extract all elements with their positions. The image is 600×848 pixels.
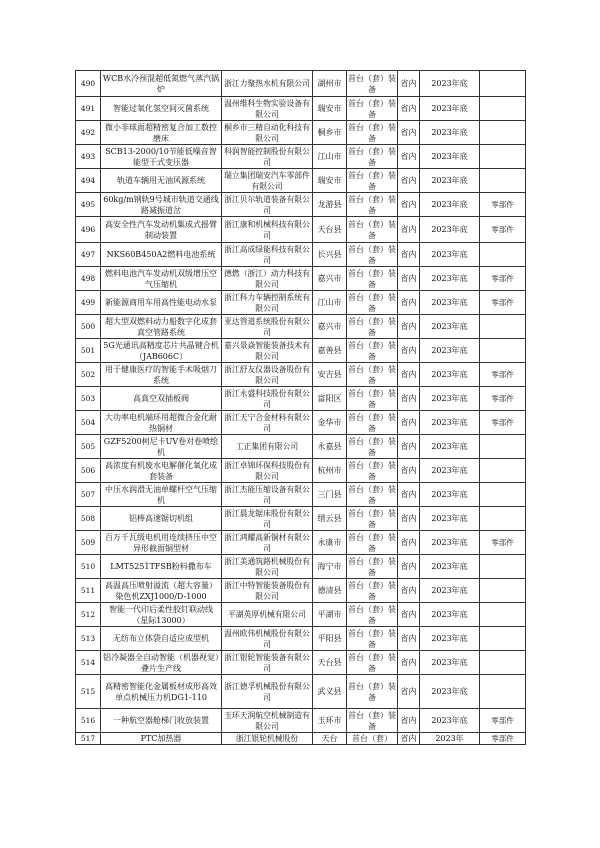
product-name-cell: NKS60B450A2燃料电池系统	[101, 243, 222, 267]
table-row	[76, 733, 526, 745]
category-cell: 首台（套）装备	[347, 71, 398, 97]
category-cell: 首台（套）装备	[348, 268, 396, 289]
year-cell: 2023年底	[420, 675, 480, 709]
table-row	[76, 267, 526, 291]
scope-cell: 省内	[398, 411, 420, 435]
company-cell: 科润智能控制股份有限公司	[222, 145, 313, 169]
year-cell: 2023年底	[420, 627, 480, 651]
city-cell: 永嘉县	[313, 435, 347, 459]
scope-cell: 省内	[398, 217, 420, 243]
city-cell: 瑞安市	[313, 169, 347, 193]
scope-cell: 省内	[398, 675, 420, 709]
product-name-cell: LMT5251TFSB粉料撒布车	[101, 555, 222, 579]
row-number-cell: 517	[76, 733, 101, 745]
city-cell: 安吉县	[313, 363, 347, 387]
table-body	[76, 71, 526, 745]
table-row	[76, 483, 526, 507]
company-cell: 浙江力聚热水机有限公司	[222, 71, 313, 97]
city-cell: 江山市	[313, 145, 347, 169]
product-name-cell: 百万千瓦级电机用连续挤压中空异形截面铜型材	[101, 531, 222, 555]
city-cell: 永康市	[313, 531, 347, 555]
company-cell: 浙江美通筑路机械股份有限公司	[222, 555, 313, 579]
year-cell: 2023年底	[420, 169, 480, 193]
note-cell: 零部件	[480, 387, 526, 411]
company-cell: 浙江鸿耀高新铜材有限公司	[222, 531, 313, 555]
scope-cell: 省内	[398, 291, 420, 315]
row-number-cell: 510	[76, 555, 101, 579]
row-number-cell: 507	[76, 483, 101, 507]
product-name-cell: 铝棒高速锯切机组	[101, 507, 222, 531]
city-cell: 江山市	[313, 291, 347, 315]
company-cell: 浙江贝尔轨道装备有限公司	[222, 193, 313, 217]
category-cell: 首台（套）装备	[348, 98, 396, 119]
note-cell: 零部件	[480, 291, 526, 315]
note-cell	[480, 435, 526, 459]
year-cell: 2023年底	[420, 531, 480, 555]
city-cell: 瑞安市	[313, 97, 347, 121]
year-cell: 2023年底	[420, 507, 480, 531]
row-number-cell: 515	[76, 675, 101, 709]
year-cell: 2023年底	[420, 483, 480, 507]
scope-cell: 省内	[398, 459, 420, 483]
company-cell: 平湖英厚机械有限公司	[222, 603, 313, 627]
company-cell: 浙江舒友仪器设备股份有限公司	[222, 363, 313, 387]
scope-cell: 省内	[398, 603, 420, 627]
table-row	[76, 651, 526, 675]
category-cell: 首台（套）	[347, 733, 398, 745]
product-name-cell: 高真空双插板阀	[101, 387, 222, 411]
year-cell: 2023年底	[420, 387, 480, 411]
row-number-cell: 512	[76, 603, 101, 627]
year-cell: 2023年底	[420, 651, 480, 675]
category-cell: 首台（套）装备	[348, 292, 396, 313]
note-cell	[480, 675, 526, 709]
category-cell: 首台（套）装备	[348, 170, 396, 191]
product-name-cell: SCB13-2000/10节能低噪音智能型干式变压器	[101, 145, 222, 169]
scope-cell: 省内	[398, 145, 420, 169]
note-cell	[480, 97, 526, 121]
table-row	[76, 411, 526, 435]
product-name-cell: 超大型双燃料动力船数字化成套真空管路系统	[101, 315, 222, 339]
scope-cell: 省内	[398, 169, 420, 193]
row-number-cell: 506	[76, 459, 101, 483]
city-cell: 德清县	[313, 579, 347, 603]
city-cell: 缙云县	[313, 507, 347, 531]
company-cell: 温州欧伟机械股份有限公司	[222, 627, 313, 651]
table-row	[76, 169, 526, 193]
category-cell: 首台（套）装备	[348, 710, 396, 731]
row-number-cell: 496	[76, 217, 101, 243]
scope-cell: 省内	[398, 627, 420, 651]
category-cell: 首台（套）装备	[348, 146, 396, 167]
category-cell: 首台（套）装备	[348, 580, 396, 601]
city-cell: 富阳区	[313, 387, 347, 411]
note-cell: 零部件	[480, 267, 526, 291]
row-number-cell: 509	[76, 531, 101, 555]
scope-cell: 省内	[398, 243, 420, 267]
product-name-cell: 60kg/m钢轨9号城市轨道交通线路减振道岔	[101, 193, 222, 217]
year-cell: 2023年底	[420, 411, 480, 435]
scope-cell: 省内	[398, 579, 420, 603]
table-row	[76, 217, 526, 243]
row-number-cell: 501	[76, 339, 101, 363]
table-row	[76, 459, 526, 483]
note-cell	[480, 339, 526, 363]
product-name-cell: 中压水润滑无油单螺杆空气压缩机	[101, 483, 222, 507]
year-cell: 2023年底	[420, 579, 480, 603]
year-cell: 2023年底	[420, 363, 480, 387]
company-cell: 浙江卓锦环保科技股份有限公司	[222, 459, 313, 483]
row-number-cell: 505	[76, 435, 101, 459]
product-name-cell: 燃料电池汽车发动机双级增压空气压缩机	[101, 267, 222, 291]
note-cell	[480, 315, 526, 339]
row-number-cell: 500	[76, 315, 101, 339]
category-cell: 首台（套）装备	[348, 508, 396, 529]
note-cell	[480, 507, 526, 531]
note-cell	[480, 121, 526, 145]
scope-cell: 省内	[398, 709, 420, 733]
note-cell	[480, 483, 526, 507]
product-name-cell: 用于健康医疗的智能手术吸烟刀系统	[101, 363, 222, 387]
scope-cell: 省内	[398, 555, 420, 579]
company-cell: 浙江银轮机械股份	[222, 733, 313, 745]
city-cell: 金华市	[313, 411, 347, 435]
row-number-cell: 492	[76, 121, 101, 145]
category-cell: 首台（套）装备	[347, 217, 398, 243]
category-cell: 首台（套）装备	[348, 628, 396, 649]
year-cell: 2023年底	[420, 459, 480, 483]
note-cell	[480, 145, 526, 169]
scope-cell: 省内	[398, 507, 420, 531]
product-name-cell: 智能过氧化氢空间灭菌系统	[101, 97, 222, 121]
category-cell: 首台（套）装备	[348, 532, 396, 553]
category-cell: 首台（套）装备	[348, 652, 396, 673]
note-cell: 零部件	[480, 411, 526, 435]
product-name-cell: PTC加热器	[101, 733, 222, 745]
city-cell: 嘉兴市	[313, 315, 347, 339]
city-cell: 龙游县	[313, 193, 347, 217]
scope-cell: 省内	[398, 315, 420, 339]
category-cell: 首台（套）装备	[348, 364, 396, 385]
product-name-cell: 高温高压喷射溢流（超大容量）染色机ZXJ1000/D-1000	[101, 579, 222, 603]
city-cell: 玉环市	[313, 709, 347, 733]
note-cell	[480, 459, 526, 483]
company-cell: 桐乡市三精自动化科技有限公司	[222, 121, 313, 145]
year-cell: 2023年底	[420, 243, 480, 267]
table-row	[76, 555, 526, 579]
note-cell	[480, 651, 526, 675]
row-number-cell: 497	[76, 243, 101, 267]
company-cell: 浙江科力车辆控制系统有限公司	[222, 291, 313, 315]
category-cell: 首台（套）装备	[348, 484, 396, 505]
product-name-cell: GZF5200柯尼卡UV卷对卷喷绘机	[101, 435, 222, 459]
row-number-cell: 494	[76, 169, 101, 193]
scope-cell: 省内	[398, 193, 420, 217]
row-number-cell: 490	[76, 71, 101, 97]
company-cell: 浙江天宁合金材料有限公司	[222, 411, 313, 435]
product-name-cell: 大功率电机端环用超微合金化耐热铜材	[101, 411, 222, 435]
table-row	[76, 363, 526, 387]
note-cell: 零部件	[480, 531, 526, 555]
company-cell: 浙江银轮智能装备有限公司	[222, 651, 313, 675]
product-name-cell: 高精密智能化金属板材成形高效单点机械压力机DG1-110	[101, 675, 222, 709]
scope-cell: 省内	[398, 387, 420, 411]
year-cell: 2023年底	[420, 71, 480, 97]
table-row	[76, 507, 526, 531]
year-cell: 2023年底	[420, 145, 480, 169]
table-row	[76, 121, 526, 145]
city-cell: 天台县	[313, 217, 347, 243]
category-cell: 首台（套）装备	[348, 122, 396, 143]
product-name-cell: 无纺布立体袋自适应成型机	[101, 627, 222, 651]
table-row	[76, 97, 526, 121]
product-name-cell: WCB水冷预混超低氮燃气蒸汽锅炉	[101, 71, 222, 97]
scope-cell: 省内	[398, 339, 420, 363]
row-number-cell: 511	[76, 579, 101, 603]
company-cell: 浙江晨龙锯床股份有限公司	[222, 507, 313, 531]
city-cell: 湖州市	[313, 71, 347, 97]
scope-cell: 省内	[398, 651, 420, 675]
category-cell: 首台（套）装备	[348, 194, 396, 215]
city-cell: 平湖市	[313, 603, 347, 627]
note-cell: 零部件	[480, 733, 526, 745]
year-cell: 2023年底	[420, 555, 480, 579]
year-cell: 2023年底	[420, 339, 480, 363]
table-row	[76, 603, 526, 627]
category-cell: 首台（套）装备	[348, 436, 396, 457]
table-row	[76, 709, 526, 733]
table-row	[76, 193, 526, 217]
year-cell: 2023年底	[420, 217, 480, 243]
row-number-cell: 508	[76, 507, 101, 531]
company-cell: 浙江永盛科技股份有限公司	[222, 387, 313, 411]
company-cell: 德燃（浙江）动力科技有限公司	[222, 267, 313, 291]
table-row	[76, 291, 526, 315]
year-cell: 2023年底	[420, 291, 480, 315]
city-cell: 天台	[313, 733, 347, 745]
product-name-cell: 5G光通讯高精度芯片共晶键合机（JAB606C）	[101, 339, 222, 363]
product-name-cell: 高浓度有机废水电解催化氧化成套装备	[101, 459, 222, 483]
row-number-cell: 493	[76, 145, 101, 169]
category-cell: 首台（套）装备	[348, 412, 396, 433]
scope-cell: 省内	[398, 363, 420, 387]
company-cell: 温州维科生物实验设备有限公司	[222, 97, 313, 121]
city-cell: 长兴县	[313, 243, 347, 267]
row-number-cell: 516	[76, 709, 101, 733]
row-number-cell: 491	[76, 97, 101, 121]
note-cell	[480, 555, 526, 579]
category-cell: 首台（套）装备	[347, 675, 398, 709]
city-cell: 杭州市	[313, 459, 347, 483]
company-cell: 浙江中特智能装备股份有限公司	[222, 579, 313, 603]
table-row	[76, 387, 526, 411]
category-cell: 首台（套）装备	[348, 556, 396, 577]
city-cell: 三门县	[313, 483, 347, 507]
note-cell	[480, 71, 526, 97]
city-cell: 天台县	[313, 651, 347, 675]
row-number-cell: 504	[76, 411, 101, 435]
product-list-table	[75, 70, 526, 745]
year-cell: 2023年底	[420, 709, 480, 733]
year-cell: 2023年底	[420, 121, 480, 145]
row-number-cell: 495	[76, 193, 101, 217]
scope-cell: 省内	[398, 531, 420, 555]
table-row	[76, 243, 526, 267]
year-cell: 2023年底	[420, 97, 480, 121]
table-row	[76, 435, 526, 459]
product-name-cell: 轨道车辆用无油风源系统	[101, 169, 222, 193]
note-cell	[480, 243, 526, 267]
table-row	[76, 145, 526, 169]
scope-cell: 省内	[398, 97, 420, 121]
year-cell: 2023年底	[420, 267, 480, 291]
scope-cell: 省内	[398, 435, 420, 459]
row-number-cell: 503	[76, 387, 101, 411]
city-cell: 武义县	[313, 675, 347, 709]
product-name-cell: 智能一代印后柔性胶钉联动线（星际13000）	[101, 603, 222, 627]
note-cell: 零部件	[480, 193, 526, 217]
city-cell: 嘉兴市	[313, 267, 347, 291]
company-cell: 瑞立集团瑞安汽车零部件有限公司	[222, 169, 313, 193]
city-cell: 海宁市	[313, 555, 347, 579]
product-name-cell: 微小非球面超精密复合加工数控磨床	[101, 121, 222, 145]
product-name-cell: 铝冷凝器全自动智能（机器视觉）叠片生产线	[101, 651, 222, 675]
category-cell: 首台（套）装备	[348, 460, 396, 481]
scope-cell: 省内	[398, 733, 420, 745]
row-number-cell: 502	[76, 363, 101, 387]
city-cell: 平阳县	[313, 627, 347, 651]
note-cell: 零部件	[480, 363, 526, 387]
note-cell: 零部件	[480, 709, 526, 733]
city-cell: 嘉善县	[313, 339, 347, 363]
product-name-cell: 高安全性汽车发动机集成式摇臂制动装置	[101, 217, 222, 243]
city-cell: 桐乡市	[313, 121, 347, 145]
table-row	[76, 627, 526, 651]
table-row	[76, 579, 526, 603]
company-cell: 浙江杰能压缩设备有限公司	[222, 483, 313, 507]
company-cell: 亚达管道系统股份有限公司	[222, 315, 313, 339]
note-cell	[480, 579, 526, 603]
company-cell: 玉环天润航空机械制造有限公司	[222, 709, 313, 733]
year-cell: 2023年底	[420, 603, 480, 627]
category-cell: 首台（套）装备	[348, 388, 396, 409]
row-number-cell: 513	[76, 627, 101, 651]
table-row	[76, 675, 526, 709]
year-cell: 2023年底	[420, 435, 480, 459]
row-number-cell: 514	[76, 651, 101, 675]
category-cell: 首台（套）装备	[348, 340, 396, 361]
product-name-cell: 新能源商用车用高性能电动水泵	[101, 291, 222, 315]
table-row	[76, 71, 526, 97]
scope-cell: 省内	[398, 71, 420, 97]
product-name-cell: 一种航空器舱梯门收放装置	[101, 709, 222, 733]
table-row	[76, 531, 526, 555]
table-row	[76, 339, 526, 363]
company-cell: 浙江康和机械科技有限公司	[222, 217, 313, 243]
company-cell: 浙江高成绿能科技有限公司	[222, 243, 313, 267]
category-cell: 首台（套）装备	[348, 604, 396, 625]
scope-cell: 省内	[398, 267, 420, 291]
category-cell: 首台（套）装备	[348, 244, 396, 265]
row-number-cell: 499	[76, 291, 101, 315]
table-row	[76, 315, 526, 339]
note-cell	[480, 627, 526, 651]
scope-cell: 省内	[398, 121, 420, 145]
note-cell	[480, 603, 526, 627]
note-cell: 零部件	[480, 217, 526, 243]
year-cell: 2023年底	[420, 315, 480, 339]
year-cell: 2023年底	[420, 193, 480, 217]
note-cell	[480, 169, 526, 193]
row-number-cell: 498	[76, 267, 101, 291]
company-cell: 嘉兴景焱智能装备技术有限公司	[222, 339, 313, 363]
category-cell: 首台（套）装备	[348, 316, 396, 337]
company-cell: 工正集团有限公司	[222, 435, 313, 459]
year-cell: 2023年	[420, 733, 480, 745]
scope-cell: 省内	[398, 483, 420, 507]
company-cell: 浙江德孚机械股份有限公司	[222, 675, 313, 709]
